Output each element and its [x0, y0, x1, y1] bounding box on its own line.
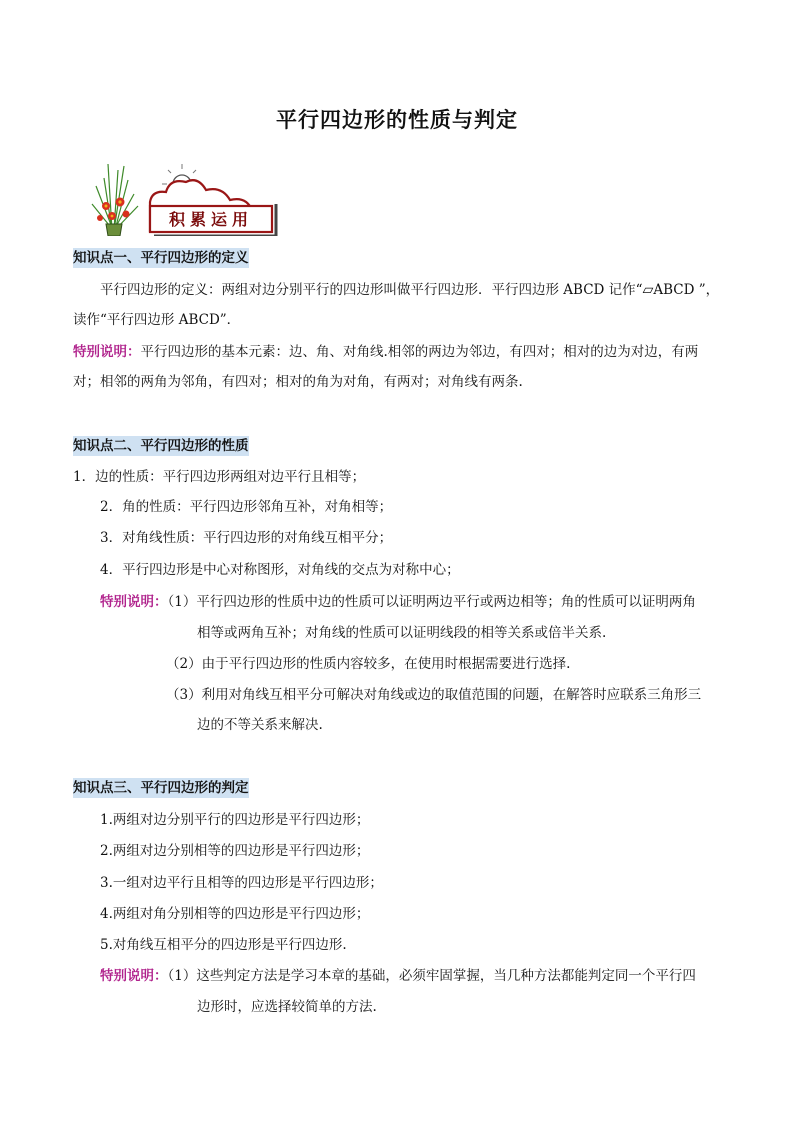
section-heading-definition: 知识点一、平行四边形的定义 — [73, 250, 249, 266]
section-heading-properties: 知识点二、平行四边形的性质 — [73, 438, 249, 454]
criteria-item: 5.对角线互相平分的四边形是平行四边形. — [100, 937, 347, 953]
definition-line-1 — [100, 281, 719, 299]
special-note-label: 特别说明： — [100, 968, 168, 984]
definition-line-2: 读作“平行四边形 ABCD”． — [73, 312, 241, 328]
special-note-line-2: 对；相邻的两角为邻角，有四对；相对的角为对角，有两对；对角线有两条. — [73, 374, 523, 390]
criteria-item: 3.一组对边平行且相等的四边形是平行四边形； — [100, 875, 383, 891]
special-note-label: 特别说明： — [73, 344, 141, 360]
property-item: 4．平行四边形是中心对称图形，对角线的交点为对称中心； — [100, 562, 460, 578]
criteria-item: 2.两组对边分别相等的四边形是平行四边形； — [100, 843, 370, 859]
page-title: 平行四边形的性质与判定 — [276, 107, 518, 132]
criteria-item: 4.两组对角分别相等的四边形是平行四边形； — [100, 906, 370, 922]
section-heading-criteria: 知识点三、平行四边形的判定 — [73, 780, 249, 796]
special-note-line: 边形时，应选择较简单的方法. — [197, 999, 377, 1015]
special-note-line: （2）由于平行四边形的性质内容较多，在使用时根据需要进行选择. — [166, 656, 571, 672]
special-note-text: 平行四边形的基本元素：边、角、对角线.相邻的两边为邻边，有四对；相对的边为对边，有两 — [140, 344, 699, 360]
special-note-line — [100, 593, 696, 611]
parallelogram-symbol: ▱ — [642, 282, 654, 298]
special-note-line-1 — [73, 343, 698, 361]
definition-text: 平行四边形的定义：两组对边分别平行的四边形叫做平行四边形．平行四边形 ABCD 记作“ — [100, 282, 643, 298]
special-note-text: （1）这些判定方法是学习本章的基础，必须牢固掌握，当几种方法都能判定同一个平行四 — [167, 968, 696, 984]
section-banner — [84, 160, 284, 236]
property-item: 1．边的性质：平行四边形两组对边平行且相等； — [73, 469, 366, 485]
property-item: 3．对角线性质：平行四边形的对角线互相平分； — [100, 530, 393, 546]
special-note-line — [100, 967, 696, 985]
special-note-line: 相等或两角互补；对角线的性质可以证明线段的相等关系或倍半关系. — [197, 625, 607, 641]
definition-text-end: ABCD ”， — [653, 282, 720, 298]
criteria-item: 1.两组对边分别平行的四边形是平行四边形； — [100, 812, 370, 828]
special-note-text: （1）平行四边形的性质中边的性质可以证明两边平行或两边相等；角的性质可以证明两角 — [167, 594, 696, 610]
banner-label: 积累运用 — [168, 209, 253, 229]
special-note-line: 边的不等关系来解决. — [197, 717, 323, 733]
special-note-label: 特别说明： — [100, 594, 168, 610]
special-note-line: （3）利用对角线互相平分可解决对角线或边的取值范围的问题，在解答时应联系三角形三 — [166, 687, 702, 703]
property-item: 2．角的性质：平行四边形邻角互补，对角相等； — [100, 499, 393, 515]
